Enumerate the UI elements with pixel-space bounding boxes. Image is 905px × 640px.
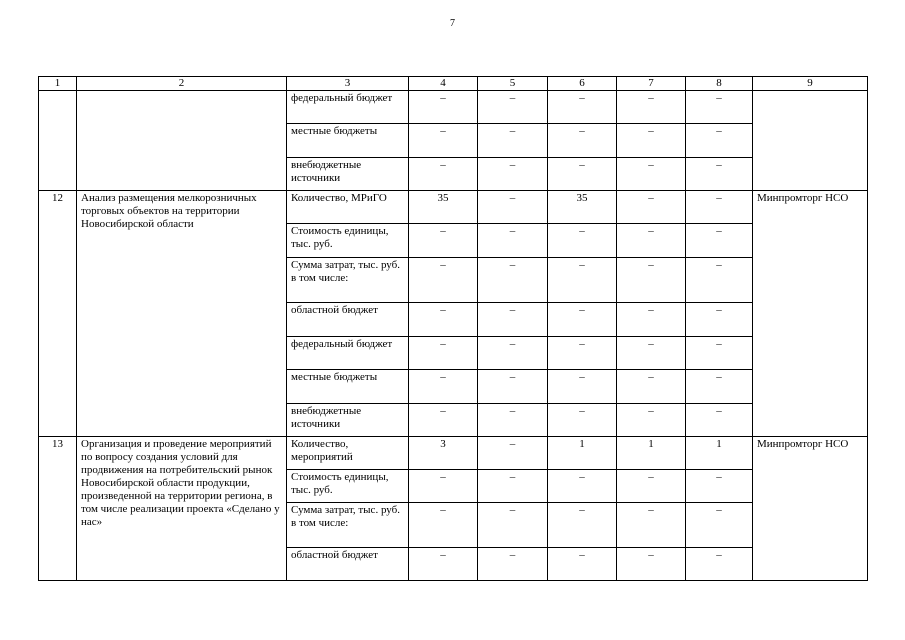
value-cell: – bbox=[617, 303, 686, 337]
value-cell: – bbox=[548, 258, 617, 303]
value-cell: – bbox=[548, 503, 617, 548]
header-cell: 3 bbox=[287, 77, 409, 91]
header-cell: 2 bbox=[77, 77, 287, 91]
item-number bbox=[39, 91, 77, 191]
value-cell: – bbox=[478, 91, 548, 124]
value-cell: – bbox=[478, 258, 548, 303]
value-cell: – bbox=[478, 158, 548, 191]
value-cell: – bbox=[478, 470, 548, 503]
value-cell: – bbox=[548, 370, 617, 404]
indicator-cell: федеральный бюджет bbox=[287, 91, 409, 124]
value-cell: – bbox=[409, 91, 478, 124]
value-cell: – bbox=[686, 404, 753, 437]
value-cell: – bbox=[548, 548, 617, 581]
header-cell: 7 bbox=[617, 77, 686, 91]
page-number: 7 bbox=[450, 18, 455, 29]
item-description: Анализ размещения мелкорозничных торговых объектов на территории Новосибирской области bbox=[77, 191, 287, 437]
indicator-cell: внебюджетные источники bbox=[287, 158, 409, 191]
value-cell: – bbox=[548, 91, 617, 124]
value-cell: 3 bbox=[409, 437, 478, 470]
value-cell: – bbox=[617, 548, 686, 581]
value-cell: – bbox=[686, 91, 753, 124]
value-cell: – bbox=[478, 503, 548, 548]
value-cell: – bbox=[617, 91, 686, 124]
value-cell: – bbox=[409, 337, 478, 370]
value-cell: – bbox=[686, 258, 753, 303]
value-cell: – bbox=[478, 548, 548, 581]
value-cell: – bbox=[686, 370, 753, 404]
budget-table bbox=[38, 76, 868, 581]
table-row bbox=[39, 437, 868, 470]
value-cell: 1 bbox=[686, 437, 753, 470]
indicator-cell: Стоимость единицы, тыс. руб. bbox=[287, 224, 409, 258]
header-cell: 1 bbox=[39, 77, 77, 91]
value-cell: – bbox=[617, 337, 686, 370]
indicator-cell: областной бюджет bbox=[287, 548, 409, 581]
item-description bbox=[77, 91, 287, 191]
value-cell: – bbox=[617, 503, 686, 548]
value-cell: – bbox=[409, 404, 478, 437]
value-cell: – bbox=[617, 258, 686, 303]
value-cell: 1 bbox=[617, 437, 686, 470]
value-cell: – bbox=[548, 404, 617, 437]
value-cell: – bbox=[478, 437, 548, 470]
value-cell: – bbox=[686, 224, 753, 258]
indicator-cell: Сумма затрат, тыс. руб. в том числе: bbox=[287, 503, 409, 548]
value-cell: – bbox=[478, 337, 548, 370]
value-cell: – bbox=[478, 303, 548, 337]
value-cell: – bbox=[617, 370, 686, 404]
value-cell: – bbox=[409, 258, 478, 303]
value-cell: – bbox=[548, 470, 617, 503]
responsible-cell: Минпромторг НСО bbox=[753, 191, 868, 437]
value-cell: – bbox=[617, 191, 686, 224]
header-row bbox=[39, 77, 868, 91]
value-cell: – bbox=[409, 548, 478, 581]
value-cell: – bbox=[617, 224, 686, 258]
value-cell: – bbox=[409, 470, 478, 503]
value-cell: – bbox=[548, 124, 617, 158]
value-cell: – bbox=[409, 370, 478, 404]
value-cell: – bbox=[478, 370, 548, 404]
indicator-cell: местные бюджеты bbox=[287, 124, 409, 158]
item-description: Организация и проведение мероприятий по вопросу создания условий для продвижения на потребительский рынок Новосибирской области продукции, произведенной на территории региона, в том числе реализации проекта «Сделано у нас» bbox=[77, 437, 287, 581]
header-cell: 9 bbox=[753, 77, 868, 91]
indicator-cell: Количество, МРиГО bbox=[287, 191, 409, 224]
value-cell: – bbox=[409, 224, 478, 258]
header-cell: 4 bbox=[409, 77, 478, 91]
value-cell: – bbox=[686, 337, 753, 370]
value-cell: – bbox=[548, 224, 617, 258]
header-cell: 6 bbox=[548, 77, 617, 91]
indicator-cell: внебюджетные источники bbox=[287, 404, 409, 437]
indicator-cell: областной бюджет bbox=[287, 303, 409, 337]
value-cell: – bbox=[686, 303, 753, 337]
value-cell: – bbox=[617, 158, 686, 191]
value-cell: – bbox=[686, 191, 753, 224]
value-cell: 35 bbox=[548, 191, 617, 224]
responsible-cell bbox=[753, 91, 868, 191]
header-cell: 5 bbox=[478, 77, 548, 91]
value-cell: – bbox=[409, 124, 478, 158]
table-row bbox=[39, 191, 868, 224]
header-cell: 8 bbox=[686, 77, 753, 91]
item-number: 13 bbox=[39, 437, 77, 581]
indicator-cell: федеральный бюджет bbox=[287, 337, 409, 370]
value-cell: – bbox=[686, 548, 753, 581]
value-cell: – bbox=[478, 191, 548, 224]
value-cell: – bbox=[548, 158, 617, 191]
indicator-cell: Количество, мероприятий bbox=[287, 437, 409, 470]
value-cell: 35 bbox=[409, 191, 478, 224]
value-cell: – bbox=[617, 404, 686, 437]
value-cell: – bbox=[686, 158, 753, 191]
value-cell: – bbox=[478, 404, 548, 437]
value-cell: – bbox=[686, 124, 753, 158]
value-cell: – bbox=[409, 158, 478, 191]
value-cell: – bbox=[548, 337, 617, 370]
table-row bbox=[39, 91, 868, 124]
value-cell: – bbox=[409, 503, 478, 548]
indicator-cell: местные бюджеты bbox=[287, 370, 409, 404]
value-cell: – bbox=[617, 124, 686, 158]
value-cell: – bbox=[409, 303, 478, 337]
value-cell: 1 bbox=[548, 437, 617, 470]
indicator-cell: Сумма затрат, тыс. руб. в том числе: bbox=[287, 258, 409, 303]
value-cell: – bbox=[686, 470, 753, 503]
indicator-cell: Стоимость единицы, тыс. руб. bbox=[287, 470, 409, 503]
responsible-cell: Минпромторг НСО bbox=[753, 437, 868, 581]
value-cell: – bbox=[478, 124, 548, 158]
item-number: 12 bbox=[39, 191, 77, 437]
value-cell: – bbox=[686, 503, 753, 548]
value-cell: – bbox=[617, 470, 686, 503]
value-cell: – bbox=[548, 303, 617, 337]
value-cell: – bbox=[478, 224, 548, 258]
